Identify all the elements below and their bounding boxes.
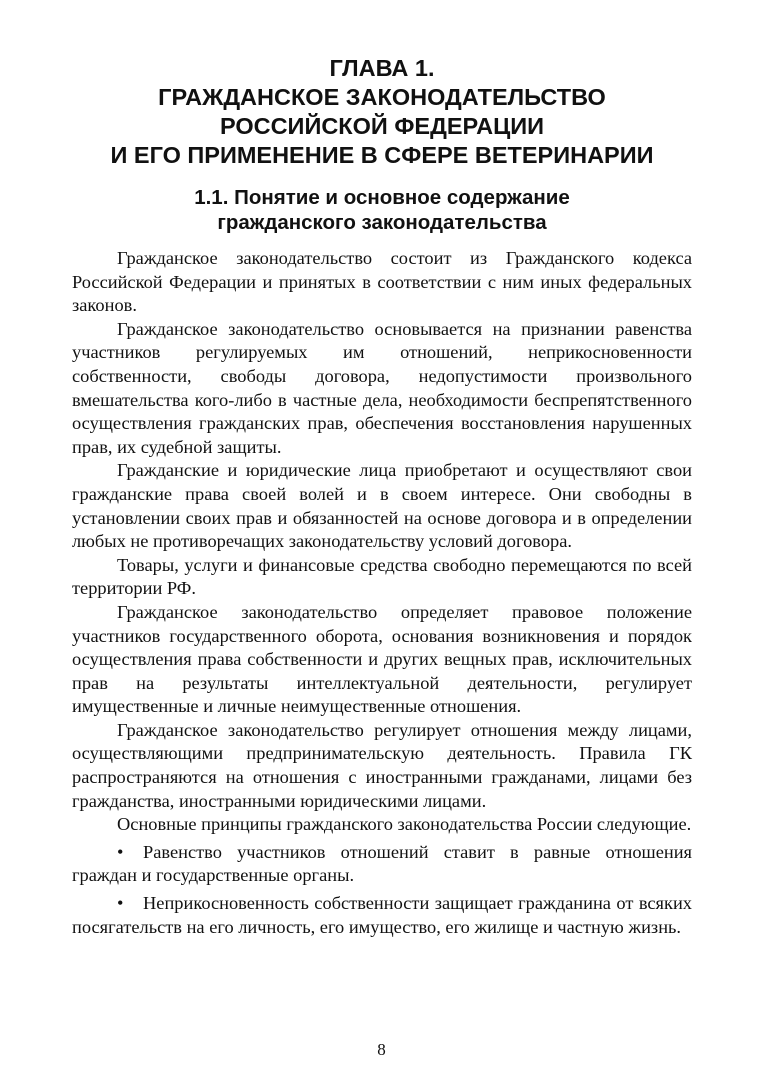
body-text bbox=[72, 247, 692, 939]
bullet-icon: • bbox=[117, 841, 124, 862]
paragraph: Гражданское законодательство состоит из Гражданского кодекса Российской Федерации и принятых в соответствии с ним иных федеральных законов. bbox=[72, 248, 692, 316]
paragraph: Гражданское законодательство регулирует отношения между лицами, осуществляющими предпринимательскую деятельность. Правила ГК распространяются на отношения с иностранными гражданами, лицами без гражданства, иностранными юридическими лицами. bbox=[72, 719, 692, 811]
list-item-text: Неприкосновенность собственности защищает гражданина от всяких посягательств на его личность, его имущество, его жилище и частную жизнь. bbox=[72, 893, 692, 937]
bullet-icon: • bbox=[117, 893, 124, 914]
paragraph: Гражданское законодательство основывается на признании равенства участников регулируемых им отношений, неприкосновенности собственности, свободы договора, недопустимости произвольного вмешательства кого-либо в частные дела, необходимости беспрепятственного осуществления гражданских прав, обеспечения восстановления нарушенных прав, их судебной защиты. bbox=[72, 318, 692, 457]
paragraph: Товары, услуги и финансовые средства свободно перемещаются по всей территории РФ. bbox=[72, 554, 692, 599]
list-item bbox=[72, 892, 692, 939]
paragraph: Гражданское законодательство определяет правовое положение участников государственного оборота, основания возникновения и порядок осуществления права собственности и других вещных прав, исключительных прав на результаты интеллектуальной деятельности, регулирует имущественные и личные неимущественные отношения. bbox=[72, 601, 692, 717]
page-content bbox=[72, 54, 692, 939]
section-title-line-2: гражданского законодательства bbox=[217, 211, 547, 234]
section-heading bbox=[72, 185, 692, 235]
chapter-heading bbox=[72, 54, 692, 170]
chapter-number: ГЛАВА 1. bbox=[329, 55, 435, 81]
chapter-title-line-3: И ЕГО ПРИМЕНЕНИЕ В СФЕРЕ ВЕТЕРИНАРИИ bbox=[110, 142, 654, 168]
paragraph: Гражданские и юридические лица приобретают и осуществляют свои гражданские права своей волей и в своем интересе. Они свободны в установлении своих прав и обязанностей на основе договора и в определении любых не противоречащих законодательству условий договора. bbox=[72, 460, 692, 552]
list-item bbox=[72, 841, 692, 888]
paragraph: Основные принципы гражданского законодательства России следующие. bbox=[117, 814, 692, 835]
section-title-line-1: 1.1. Понятие и основное содержание bbox=[194, 186, 570, 209]
principles-list bbox=[72, 841, 692, 939]
list-item-text: Равенство участников отношений ставит в равные отношения граждан и государственные органы. bbox=[72, 841, 692, 886]
page-number: 8 bbox=[377, 1040, 386, 1059]
chapter-title-line-2: РОССИЙСКОЙ ФЕДЕРАЦИИ bbox=[219, 113, 545, 139]
chapter-title-line-1: ГРАЖДАНСКОЕ ЗАКОНОДАТЕЛЬСТВО bbox=[158, 84, 606, 110]
